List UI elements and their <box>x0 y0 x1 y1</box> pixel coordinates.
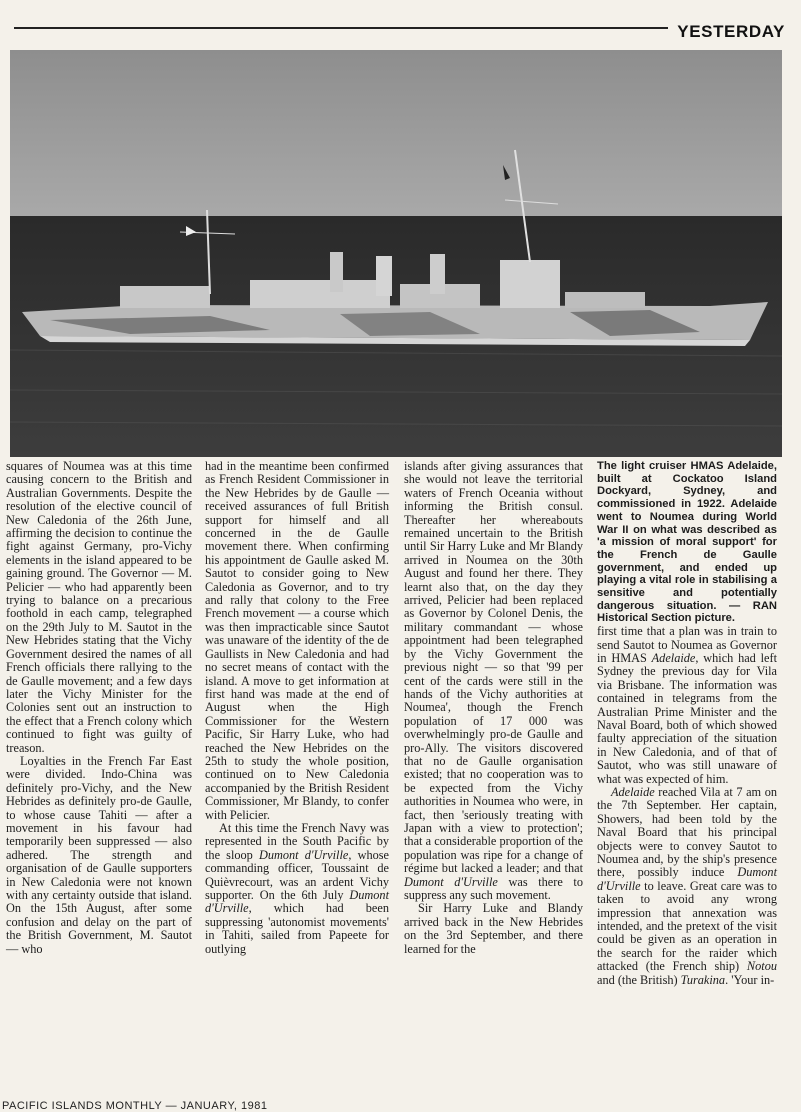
article-paragraph: Sir Harry Luke and Blandy arrived back in the New Hebrides on the 3rd September, and there learned for the <box>404 901 583 956</box>
article-paragraph <box>205 822 389 956</box>
text-run: , which had been suppressing 'autonomist movements' in Tahiti, sailed from Papeete for outlying <box>205 901 389 956</box>
article-paragraph: squares of Noumea was at this time causing concern to the British and Australian Governments. Despite the resolution of the elective council of New Caledonia of the 26th June, affirming the decision to continue the fight against Germany, pro-Vichy elements in the island appeared to be gaining ground. The Governor — M. Pelicier — who had apparently been trying to balance on a precarious foothold in each camp, telegraphed on the 29th July to M. Sautot in the New Hebrides stating that the Vichy Government desired the names of all French officials there rallying to the de Gaulle movement; and a few days later the Vichy Minister for the Colonies sent out an instruction to the effect that a French colony which continued to fight was guilty of treason. <box>6 459 192 755</box>
page-footer: PACIFIC ISLANDS MONTHLY — JANUARY, 1981 <box>2 1100 268 1112</box>
text-run: islands after giving assurances that she would not leave the territorial waters of French Oceania without informing the British consul. Thereafter her whereabouts remained uncertain to the British until Sir Harry Luke and Mr Blandy arrived in Noumea on the 30th August and found her there. They learnt also that, on the day they arrived, Pelicier had been replaced as Governor by Colonel Denis, the military commandant — whose appointment had been telegraphed by the Vichy Government the previous night — so that '99 per cent of the cards were still in the hands of the Vichy authorities at Noumea', though the French population of 17 000 was overwhelmingly pro-de Gaulle and pro-Ally. The visitors discovered that no de Gaulle organisation existed; that no cooperation was to be expected from the Vichy authorities in Noumea who were, in fact, then 'seriously treating with Japan with a view to protection'; that a considerable proportion of the population was ripe for a change of régime but lacked a leader; and that <box>404 459 583 876</box>
top-rule <box>14 27 668 29</box>
text-run: was there to suppress any such movement. <box>404 874 583 902</box>
article-paragraph <box>597 625 777 786</box>
article-paragraph <box>597 786 777 987</box>
article-paragraph: had in the meantime been confirmed as French Resident Commissioner in the New Hebrides by de Gaulle — received assurances of full British support for himself and all concerned in the de Gaulle movement there. When confirming his appointment de Gaulle asked M. Sautot to consider going to New Caledonia as Governor, and to try and rally that colony to the Free French movement — a course which was then impracticable since Sautot was unaware of the identity of the de Gaullists in New Caledonia and had no secret means of contact with the island. A move to get information at first hand was made at the end of August when the High Commissioner for the Western Pacific, Sir Harry Luke, who had reached the New Hebrides on the 25th to study the whole position, continued on to New Caledonia accompanied by the British Resident Commissioner, Mr Blandy, to confer with Pelicier. <box>205 459 389 822</box>
text-run: , which had left Sydney the previous day for Vila via Brisbane. The information was contained in telegrams from the Australian Prime Minister and the Naval Board, both of which showed faulty appreciation of the situation in New Caledonia, and of that of Sautot, who was still unaware of what was expected of him. <box>597 650 777 786</box>
text-run: At this time the French Navy was represented in the South Pacific by the sloop <box>205 820 389 862</box>
ship-photo <box>10 50 782 457</box>
cruiser-illustration <box>10 50 782 457</box>
article-column-4 <box>597 460 777 987</box>
text-run: , whose commanding officer, Toussaint de Quièvrecourt, was an ardent Vichy supporter. On the 6th July <box>205 847 389 902</box>
ship-name: Dumont d'Urville <box>404 874 498 889</box>
article-paragraph <box>404 460 583 902</box>
ship-name: Dumont d'Urville <box>205 888 389 916</box>
ship-name: Adelaide <box>611 785 655 800</box>
ship-name: Turakina <box>680 972 726 987</box>
ship-name: Dumont d'Urville <box>258 847 349 862</box>
photo-caption: The light cruiser HMAS Adelaide, built at Cockatoo Island Dockyard, Sydney, and commissioned in 1922. Adelaide went to Noumea during World War II on what was described as 'a mission of moral support' for the French de Gaulle government, and ended up playing a vital role in stabilising a sensitive and potentially dangerous situation. — RAN Historical Section picture. <box>597 460 777 625</box>
text-run: first time that a plan was in train to send Sautot to Noumea as Governor in HMAS <box>597 624 777 665</box>
section-label: YESTERDAY <box>677 22 785 41</box>
text-run: to leave. Great care was to taken to avoid any wrong impression that annexation was intended, and the pretext of the visit could be given as an operation in the search for the raider which attacked (the French ship) <box>597 878 777 974</box>
article-column-3 <box>404 460 583 956</box>
ship-name: Notou <box>746 959 777 974</box>
text-run: reached Vila at 7 am on the 7th September. Her captain, Showers, had been told by the Naval Board that his principal objects were to convey Sautot to Noumea and, by the ship's presence there, possibly induce <box>597 785 777 880</box>
ship-name: Dumont d'Urville <box>597 865 777 893</box>
text-run: . 'Your in- <box>725 972 775 987</box>
article-paragraph: Loyalties in the French Far East were divided. Indo-China was definitely pro-Vichy, and the New Hebrides as definitely pro-de Gaulle, to whose cause Tahiti — after a movement in his favour had temporarily been suppressed — also adhered. The strength and organisation of de Gaulle supporters in New Caledonia were not known with any certainty outside that island. On the 15th August, after some confusion and delay on the part of the British Government, M. Sautot — who <box>6 753 192 956</box>
ship-name: Adelaide <box>651 650 696 665</box>
text-run: and (the British) <box>597 972 681 987</box>
article-column-1 <box>6 460 192 956</box>
article-column-2 <box>205 460 389 956</box>
